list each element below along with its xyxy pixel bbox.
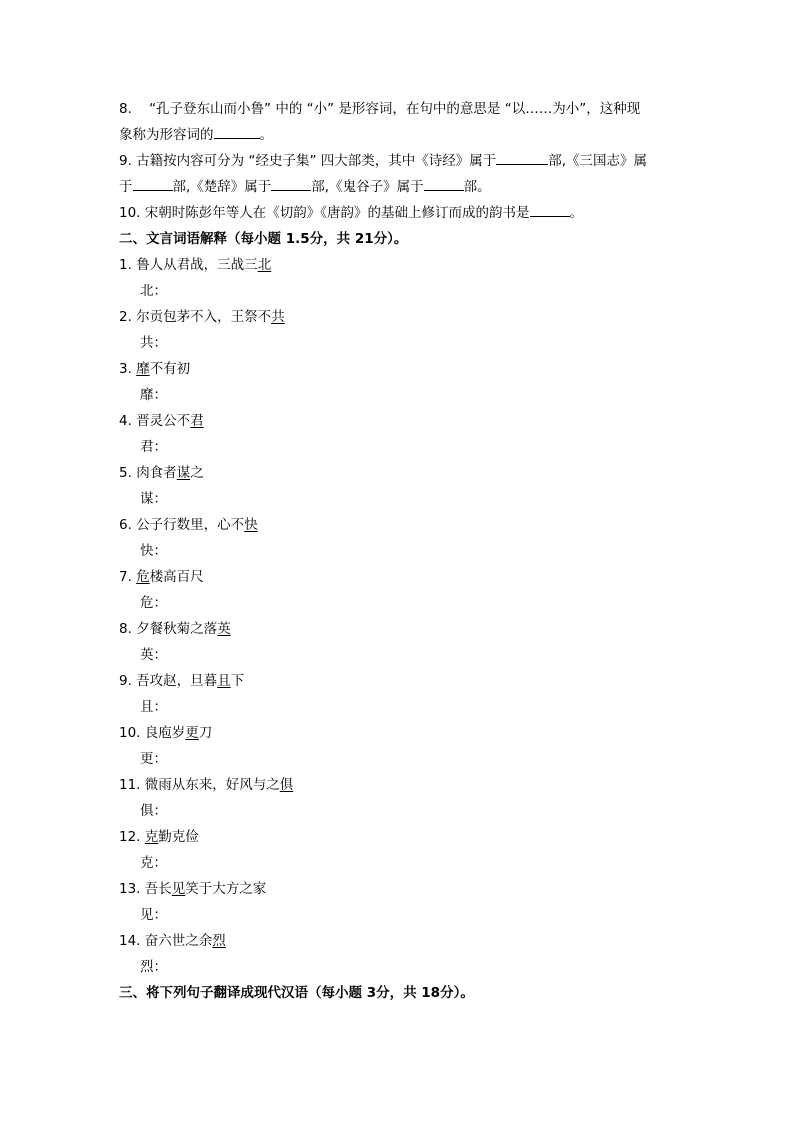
question-text: “孔子登东山而小鲁” 中的 “小” 是形容词，在句中的意思是 “以……为小”，这种现 [149,101,641,117]
sentence-text: 公子行数里，心不 [136,517,245,533]
item-number: 5. [119,465,132,481]
sentence-text: 之 [190,465,204,481]
key-word: 烈 [212,933,226,949]
answer-line[interactable]: 共： [140,335,167,351]
sentence-text: 下 [230,673,245,689]
sentence-text: 刀 [198,725,213,741]
answer-line[interactable]: 快： [140,543,167,559]
answer-line[interactable]: 英： [140,647,167,663]
vocab-item [119,824,699,850]
vocab-item [119,720,699,746]
question-text: 部,《楚辞》属于 [172,179,272,195]
sentence-text: 微雨从东来，好风与之 [144,777,280,793]
sentence-text: 吾长 [144,881,172,897]
document-page [119,96,699,1006]
sentence-text: 笑于大方之家 [185,881,267,897]
answer-blank[interactable] [530,201,570,217]
question-text: 部,《三国志》属 [548,153,648,169]
vocab-item [119,564,699,590]
answer-blank[interactable] [271,175,311,191]
answer-line[interactable]: 烈： [140,959,167,975]
key-word: 快 [244,517,258,533]
key-word: 共 [271,309,285,325]
question-text: 古籍按内容可分为 “经史子集” 四大部类，其中《诗经》属于 [136,153,497,169]
answer-line[interactable]: 北： [140,283,167,299]
item-number: 1. [119,257,132,273]
sentence-text: 奋六世之余 [144,933,213,949]
item-number: 12. [119,829,141,845]
vocab-item [119,668,699,694]
vocab-item [119,252,699,278]
sentence-text: 肉食者 [136,465,177,481]
answer-line[interactable]: 俱： [140,803,167,819]
item-number: 8. [119,621,132,637]
item-number: 10. [119,725,141,741]
key-word: 且 [217,673,231,689]
vocab-item [119,772,699,798]
item-number: 9. [119,673,132,689]
key-word: 俱 [279,777,294,793]
question-10-line [119,200,699,226]
answer-line[interactable]: 靡： [140,387,167,403]
answer-blank[interactable] [424,175,464,191]
key-word: 北 [257,257,272,273]
vocab-item [119,460,699,486]
vocab-item [119,876,699,902]
answer-blank[interactable] [496,149,548,165]
sentence-text: 良庖岁 [144,725,186,741]
question-8-line-1 [119,96,699,122]
key-word: 英 [217,621,231,637]
section-3-heading: 三、将下列句子翻译成现代汉语（每小题 3分，共 18分）。 [119,985,474,1001]
answer-line[interactable]: 克： [140,855,167,871]
vocab-item [119,512,699,538]
vocab-item [119,616,699,642]
item-number: 11. [119,777,141,793]
key-word: 更 [185,725,199,741]
answer-blank[interactable] [214,123,260,139]
key-word: 危 [136,569,150,585]
sentence-text: 勤克俭 [158,829,199,845]
sentence-text: 楼高百尺 [149,569,204,585]
vocab-item [119,928,699,954]
question-8-line-2 [119,122,699,148]
item-number: 4. [119,413,132,429]
vocab-list [119,252,699,980]
item-number: 13. [119,881,141,897]
vocab-item [119,356,699,382]
key-word: 见 [171,881,186,897]
key-word: 君 [190,413,204,429]
key-word: 靡 [136,361,150,377]
question-number: 8. [119,101,132,117]
answer-line[interactable]: 君： [140,439,167,455]
question-number: 10. [119,205,141,221]
vocab-item [119,304,699,330]
sentence-text: 夕餐秋菊之落 [136,621,218,637]
question-text: 于 [119,179,133,195]
answer-line[interactable]: 谋： [140,491,167,507]
question-text: 。 [569,205,584,221]
sentence-text: 尔贡包茅不入，王祭不 [136,309,272,325]
answer-blank[interactable] [133,175,173,191]
item-number: 14. [119,933,141,949]
question-text: 象称为形容词的 [119,127,214,143]
question-text: 。 [259,127,273,143]
sentence-text: 鲁人从君战，三战三 [136,257,258,273]
question-text: 宋朝时陈彭年等人在《切韵》《唐韵》的基础上修订而成的韵书是 [144,205,530,221]
item-number: 7. [119,569,132,585]
key-word: 谋 [176,465,191,481]
question-text: 部。 [463,179,491,195]
answer-line[interactable]: 危： [140,595,167,611]
item-number: 2. [119,309,132,325]
sentence-text: 不有初 [149,361,191,377]
key-word: 克 [144,829,159,845]
section-2-heading: 二、文言词语解释（每小题 1.5分，共 21分）。 [119,231,408,247]
question-text: 部,《鬼谷子》属于 [311,179,424,195]
answer-line[interactable]: 且： [140,699,167,715]
question-9-line-2 [119,174,699,200]
answer-line[interactable]: 见： [140,907,167,923]
sentence-text: 晋灵公不 [136,413,191,429]
question-9-line-1 [119,148,699,174]
vocab-item [119,408,699,434]
item-number: 3. [119,361,132,377]
sentence-text: 吾攻赵，旦暮 [136,673,218,689]
question-number: 9. [119,153,132,169]
answer-line[interactable]: 更： [140,751,167,767]
item-number: 6. [119,517,132,533]
